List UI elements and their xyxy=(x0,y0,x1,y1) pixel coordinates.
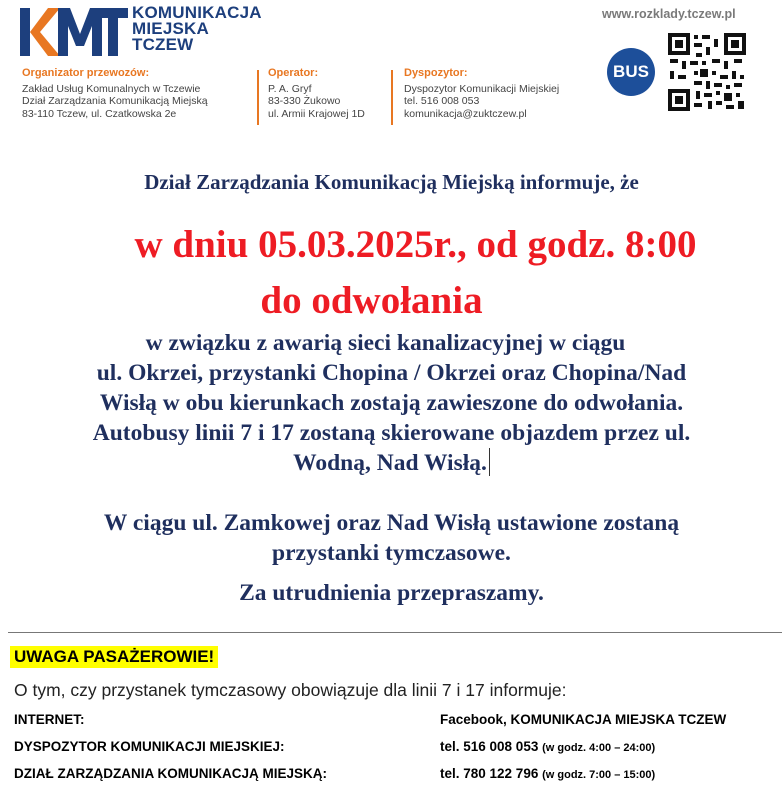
notice-body xyxy=(0,328,783,478)
passenger-warning: UWAGA PASAŻEROWIE! xyxy=(10,646,218,668)
notice-body-line: Autobusy linii 7 i 17 zostaną skierowane objazdem przez ul. xyxy=(92,420,691,446)
notice-intro: Dział Zarządzania Komunikacją Miejską informuje, że xyxy=(144,170,639,194)
logo-line: MIEJSKA xyxy=(132,19,209,38)
organizer-line: Dział Zarządzania Komunikacją Miejską xyxy=(22,95,208,107)
organizer-line: 83-110 Tczew, ul. Czatkowska 2e xyxy=(22,107,177,120)
notice-body-line: w związku z awarią sieci kanalizacyjnej w ciągu xyxy=(145,330,626,356)
contact-phone-department xyxy=(440,766,655,781)
notice-until-revoked: do odwołania xyxy=(260,279,483,322)
column-divider xyxy=(391,70,393,125)
bus-badge: BUS xyxy=(607,48,655,96)
dispatcher-line: Dyspozytor Komunikacji Miejskiej xyxy=(404,82,560,95)
qr-code-icon[interactable] xyxy=(666,31,748,113)
divider xyxy=(8,632,782,633)
temp-stops-notice xyxy=(0,508,783,568)
organizer-title: Organizator przewozów: xyxy=(22,67,150,79)
column-divider xyxy=(257,70,259,125)
operator-line: P. A. Gryf xyxy=(268,82,312,95)
temp-stops-line: W ciągu ul. Zamkowej oraz Nad Wisłą ustawione zostaną xyxy=(103,510,680,536)
logo-line: KOMUNIKACJA xyxy=(132,3,262,22)
notice-body-line: ul. Okrzei, przystanki Chopina / Okrzei oraz Chopina/Nad xyxy=(96,360,687,386)
department-phone[interactable]: tel. 780 122 796 xyxy=(440,766,539,781)
header xyxy=(0,0,783,138)
notice-body-line: Wodną, Nad Wisłą. xyxy=(293,450,487,476)
notice-body-line-wrap xyxy=(0,448,783,478)
organizer-column xyxy=(22,67,208,120)
organizer-line: Zakład Usług Komunalnych w Tczewie xyxy=(22,82,201,95)
contact-label-dispatcher: DYSPOZYTOR KOMUNIKACJI MIEJSKIEJ: xyxy=(14,739,285,754)
apology: Za utrudnienia przepraszamy. xyxy=(239,580,544,606)
contact-label-department: DZIAŁ ZARZĄDZANIA KOMUNIKACJĄ MIEJSKĄ: xyxy=(14,766,327,781)
dispatcher-column xyxy=(404,67,559,120)
dispatcher-title: Dyspozytor: xyxy=(404,67,468,79)
dispatcher-line: tel. 516 008 053 xyxy=(404,95,480,107)
operator-line: 83-330 Żukowo xyxy=(268,95,341,107)
contact-phone-dispatcher xyxy=(440,739,655,754)
operator-column xyxy=(268,67,365,120)
dispatcher-hours: (w godz. 4:00 – 24:00) xyxy=(542,742,656,754)
logo-wordmark xyxy=(132,5,262,53)
department-hours: (w godz. 7:00 – 15:00) xyxy=(542,769,656,781)
notice-date-line: w dniu 05.03.2025r., od godz. 8:00 xyxy=(134,223,697,266)
operator-title: Operator: xyxy=(268,67,319,79)
logo-line: TCZEW xyxy=(132,35,194,54)
contact-value-facebook[interactable]: Facebook, KOMUNIKACJA MIEJSKA TCZEW xyxy=(440,712,727,727)
text-cursor xyxy=(489,448,490,476)
dispatcher-phone[interactable]: tel. 516 008 053 xyxy=(440,739,539,754)
info-text: O tym, czy przystanek tymczasowy obowiązuje dla linii 7 i 17 informuje: xyxy=(14,680,567,700)
website-link[interactable]: www.rozklady.tczew.pl xyxy=(602,7,736,21)
kmt-logo xyxy=(18,4,130,60)
operator-line: ul. Armii Krajowej 1D xyxy=(268,107,365,120)
notice-body-line: Wisłą w obu kierunkach zostają zawieszone do odwołania. xyxy=(99,390,684,416)
contact-label-internet: INTERNET: xyxy=(14,712,85,727)
temp-stops-line: przystanki tymczasowe. xyxy=(272,540,511,566)
dispatcher-email[interactable]: komunikacja@zuktczew.pl xyxy=(404,107,527,120)
